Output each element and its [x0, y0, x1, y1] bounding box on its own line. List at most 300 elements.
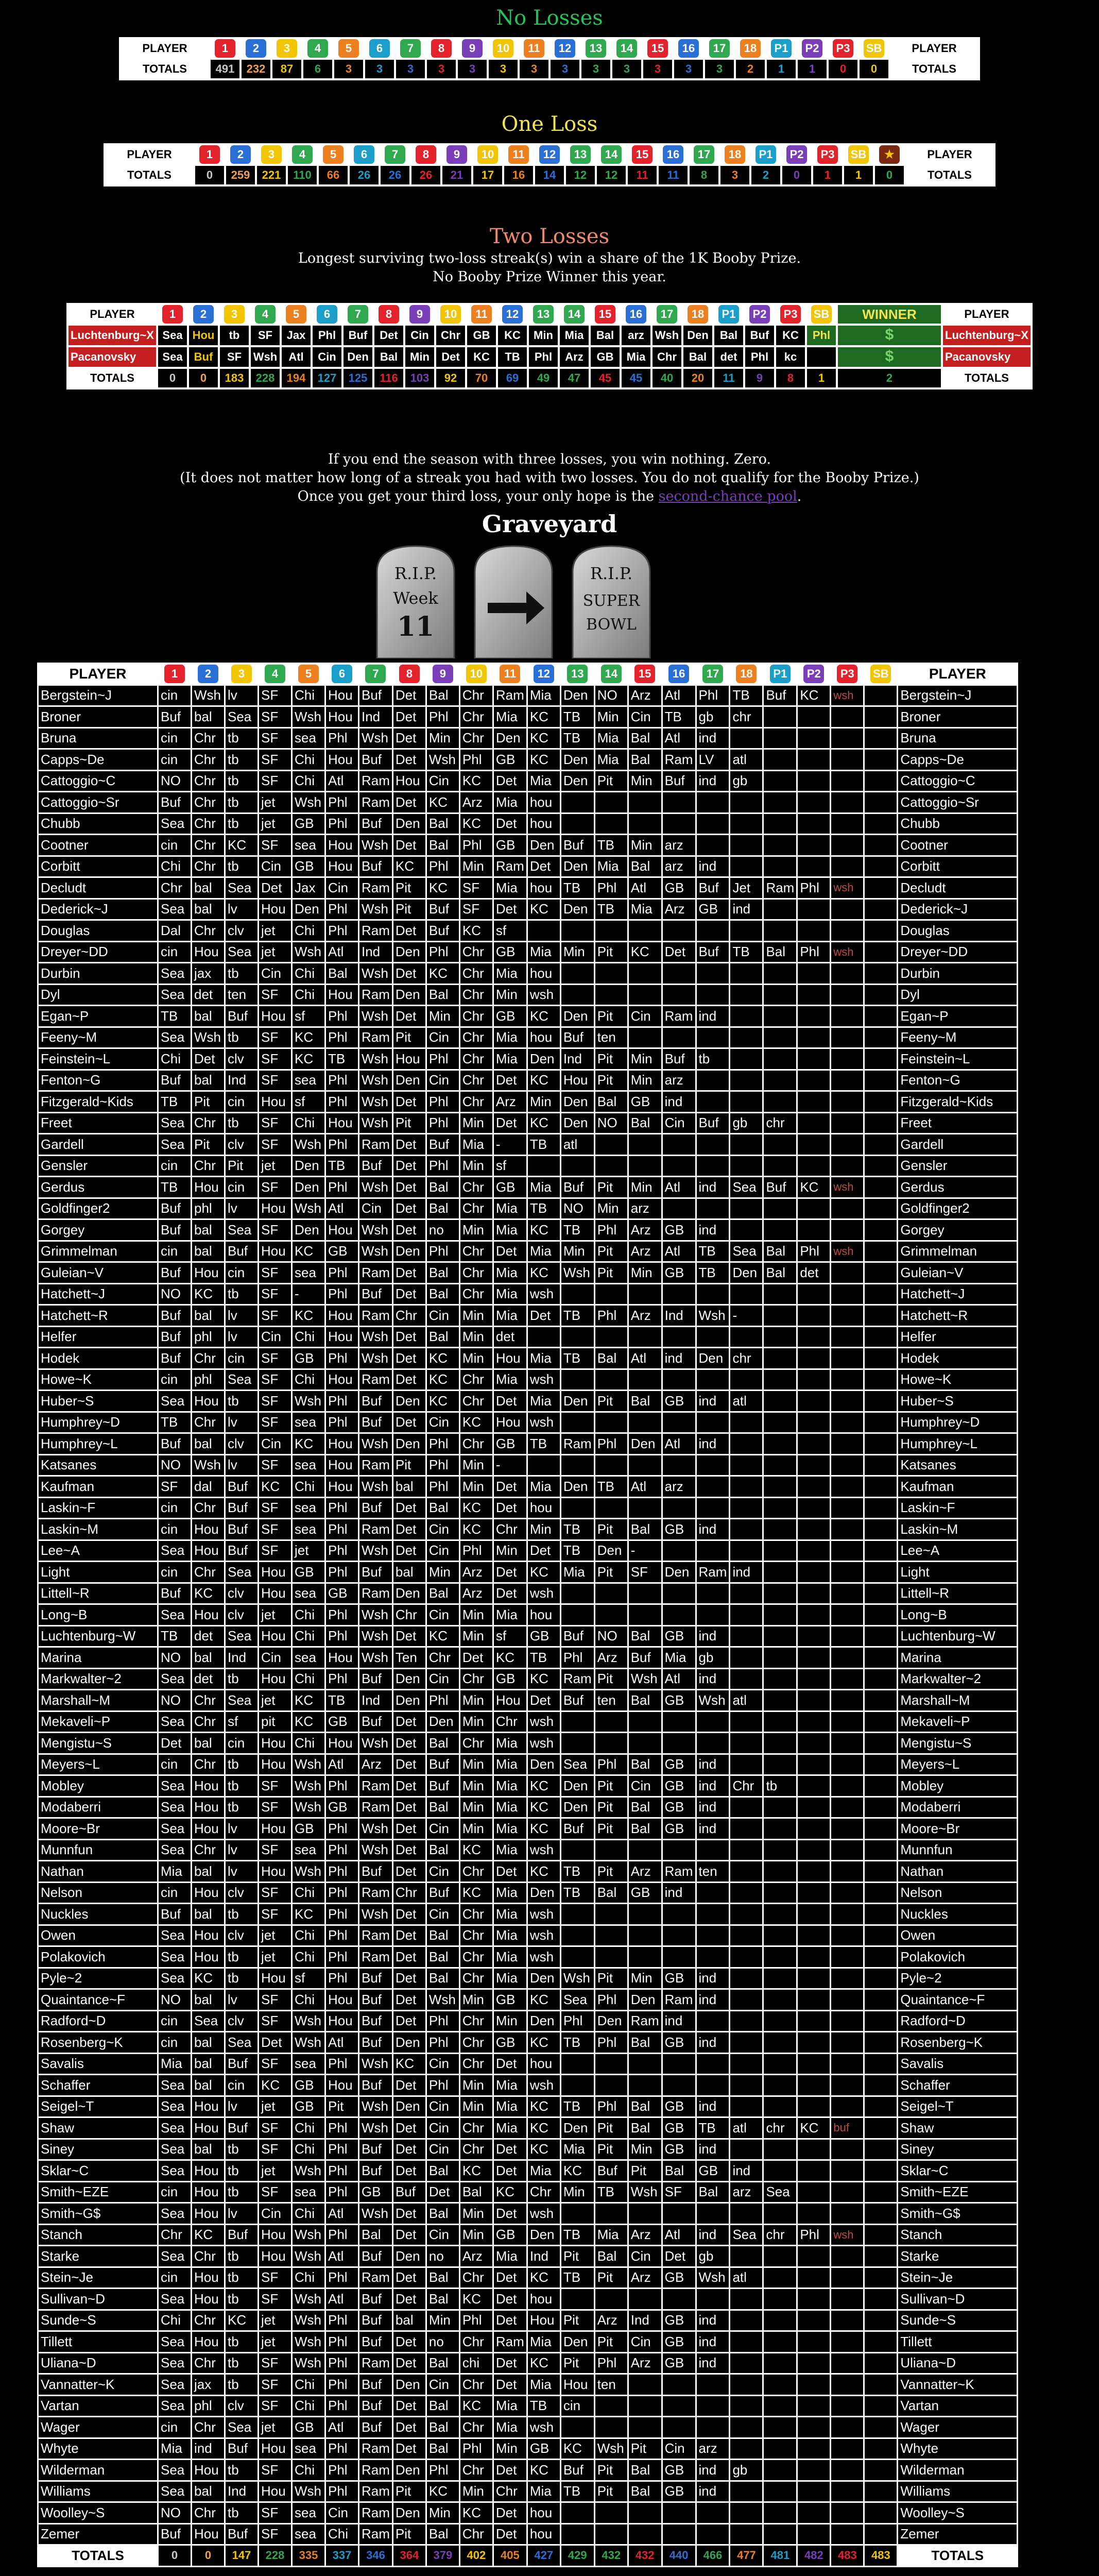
- pick-cell: Phl: [326, 728, 358, 749]
- pick-cell: bal: [192, 1648, 224, 1668]
- pick-cell: [865, 1990, 897, 2010]
- pick-cell: Chr: [192, 1690, 224, 1710]
- pick-cell: [697, 1477, 729, 1497]
- pick-cell: cin: [159, 728, 191, 749]
- player-name-right: Mekaveli~P: [898, 1712, 1017, 1732]
- pick-cell: Min: [460, 1990, 492, 2010]
- pick-cell: Wsh: [629, 1669, 661, 1689]
- pick-cell: KC: [494, 2182, 526, 2202]
- player-name-right: Nathan: [898, 1861, 1017, 1882]
- pick-cell: TB: [561, 2032, 594, 2053]
- pick-cell: [831, 963, 863, 984]
- pick-cell: Den: [561, 857, 594, 877]
- pick-cell: Phl: [326, 1819, 358, 1839]
- pick-cell: [831, 2375, 863, 2395]
- pick-cell: Mia: [494, 1904, 526, 1924]
- pick-cell: tb: [226, 1669, 257, 1689]
- pick-cell: Mia: [528, 1242, 560, 1262]
- total-value: 482: [798, 2546, 830, 2566]
- total-value: 481: [764, 2546, 796, 2566]
- player-name-right: Huber~S: [898, 1391, 1017, 1411]
- graveyard-row: [39, 1113, 1017, 1133]
- pick-cell: [730, 1712, 762, 1732]
- pick-cell: KC: [528, 2353, 560, 2374]
- pick-cell: [697, 1947, 729, 1967]
- pick-cell: TB: [326, 1049, 358, 1069]
- pick-cell: Sea: [159, 1134, 191, 1155]
- pick-cell: TB: [561, 707, 594, 727]
- pick-cell: atl: [730, 2268, 762, 2288]
- pick-cell: gb: [730, 1113, 762, 1133]
- player-name: Bergstein~J: [39, 686, 157, 706]
- pick-cell: KC: [528, 1669, 560, 1689]
- streak-note: (It does not matter how long of a streak you had with two losses. You do not qualify for the Booby Prize.): [180, 470, 919, 486]
- pick-cell: Chr: [192, 1840, 224, 1860]
- pick-cell: [697, 1199, 729, 1219]
- pick-cell: [865, 963, 897, 984]
- pick-cell: Buf: [226, 2524, 257, 2545]
- pick-cell: [697, 1840, 729, 1860]
- pick-cell: Phl: [326, 2182, 358, 2202]
- pick-cell: [697, 2011, 729, 2031]
- pick-cell: wsh: [831, 2225, 863, 2245]
- pick-cell: [764, 1819, 796, 1839]
- pick-cell: Mia: [494, 2118, 526, 2138]
- pick-cell: [831, 900, 863, 920]
- pick-cell: arz: [663, 1477, 695, 1497]
- pick-cell: buf: [831, 2118, 863, 2138]
- pick-cell: hou: [528, 2524, 560, 2545]
- pick-cell: Phl: [798, 2225, 830, 2245]
- pick-cell: [831, 2417, 863, 2437]
- pick-cell: Bal: [427, 2396, 459, 2416]
- second-chance-link[interactable]: second-chance pool: [658, 488, 797, 504]
- pick-cell: Mia: [494, 1947, 526, 1967]
- pick-cell: TB: [595, 835, 627, 855]
- pick-cell: lv: [226, 1199, 257, 1219]
- pick-cell: clv: [226, 1434, 257, 1454]
- week-header-18: [683, 305, 712, 324]
- pick-cell: Det: [393, 921, 425, 941]
- graveyard-row: [39, 2353, 1017, 2374]
- pick-cell: Chi: [293, 2396, 324, 2416]
- player-name-right: Feeny~M: [898, 1028, 1017, 1048]
- pick-cell: Arz: [460, 792, 492, 812]
- pick-cell: Det: [393, 1413, 425, 1433]
- week-badge: 5: [323, 145, 344, 164]
- player-name: Hodek: [39, 1348, 157, 1368]
- pick-cell: [595, 2289, 627, 2309]
- pick-cell: [865, 1819, 897, 1839]
- pick-cell: [764, 835, 796, 855]
- pick-cell: Phl: [326, 2225, 358, 2245]
- pick-cell: [764, 1861, 796, 1882]
- pick-cell: Chr: [494, 2482, 526, 2502]
- dollar-icon: $: [838, 347, 941, 367]
- pick-cell: [697, 1712, 729, 1732]
- pick-cell: [697, 1455, 729, 1476]
- pick-cell: [730, 792, 762, 812]
- pick-cell: Chr: [436, 326, 465, 345]
- total-value: 405: [494, 2546, 526, 2566]
- pick-cell: no: [427, 2246, 459, 2266]
- pick-cell: tb: [226, 2140, 257, 2160]
- week-header-15: [628, 145, 657, 164]
- pick-cell: [595, 2204, 627, 2224]
- player-name: Modaberri: [39, 1798, 157, 1818]
- pick-cell: Phl: [798, 1242, 830, 1262]
- pick-cell: TB: [561, 1519, 594, 1539]
- pick-cell: bal: [192, 1434, 224, 1454]
- pick-cell: Bal: [595, 2246, 627, 2266]
- player-name: Laskin~F: [39, 1498, 157, 1518]
- pick-cell: wsh: [528, 1904, 560, 1924]
- pick-cell: tb: [697, 1049, 729, 1069]
- pick-cell: Cin: [405, 326, 434, 345]
- pick-cell: Det: [374, 326, 403, 345]
- pick-cell: SF: [259, 750, 291, 770]
- pick-cell: Pit: [393, 2482, 425, 2502]
- pick-cell: Den: [293, 1220, 324, 1240]
- pick-cell: arz: [663, 857, 695, 877]
- pick-cell: Wsh: [359, 2054, 392, 2074]
- pick-cell: SF: [259, 1049, 291, 1069]
- graveyard-row: [39, 2075, 1017, 2095]
- pick-cell: Sea: [561, 1990, 594, 2010]
- pick-cell: Phl: [326, 1904, 358, 1924]
- pick-cell: [865, 1071, 897, 1091]
- pick-cell: Det: [494, 2503, 526, 2523]
- graveyard-row: [39, 1733, 1017, 1753]
- pick-cell: Det: [528, 857, 560, 877]
- pick-cell: SF: [259, 2460, 291, 2480]
- pick-cell: Wsh: [359, 1605, 392, 1625]
- player-name: Helfer: [39, 1327, 157, 1347]
- pick-cell: Min: [460, 1755, 492, 1775]
- pick-cell: [730, 1819, 762, 1839]
- week-badge: 10: [493, 39, 513, 58]
- pick-cell: Det: [393, 1733, 425, 1753]
- pick-cell: tb: [226, 2268, 257, 2288]
- graveyard-row: [39, 1690, 1017, 1710]
- pick-cell: Buf: [226, 2225, 257, 2245]
- pick-cell: Sea: [159, 2097, 191, 2117]
- pick-cell: [561, 1584, 594, 1604]
- pick-cell: Cin: [427, 2118, 459, 2138]
- week-badge: 9: [409, 305, 430, 324]
- pick-cell: [865, 1006, 897, 1026]
- pick-cell: [798, 1712, 830, 1732]
- pick-cell: SF: [259, 1370, 291, 1390]
- pick-cell: Hou: [326, 835, 358, 855]
- pick-cell: Buf: [226, 1242, 257, 1262]
- pick-cell: KC: [460, 921, 492, 941]
- pick-cell: Phl: [326, 1969, 358, 1989]
- pick-cell: Mia: [595, 2225, 627, 2245]
- pick-cell: Cin: [326, 2503, 358, 2523]
- pick-cell: Wsh: [359, 835, 392, 855]
- stone1-line2: Week: [393, 588, 438, 608]
- pick-cell: tb: [764, 1776, 796, 1796]
- pick-cell: [663, 1028, 695, 1048]
- player-name-right: Moore~Br: [898, 1819, 1017, 1839]
- pick-cell: Phl: [326, 1284, 358, 1304]
- pick-cell: Hou: [326, 1113, 358, 1133]
- pick-cell: Chr: [460, 1263, 492, 1283]
- pick-cell: [595, 1947, 627, 1967]
- total-value: 147: [226, 2546, 257, 2566]
- pick-cell: Det: [393, 2204, 425, 2224]
- total-value: 432: [629, 2546, 661, 2566]
- pick-cell: Buf: [159, 1904, 191, 1924]
- pick-cell: KC: [460, 2503, 492, 2523]
- pick-cell: Ram: [359, 1584, 392, 1604]
- pick-cell: Buf: [159, 1263, 191, 1283]
- pick-cell: [865, 942, 897, 962]
- pick-cell: KC: [427, 1348, 459, 1368]
- pick-cell: KC: [494, 1648, 526, 1668]
- pick-cell: Det: [494, 2268, 526, 2288]
- pick-cell: Chi: [293, 2140, 324, 2160]
- pick-cell: Sea: [159, 1947, 191, 1967]
- pick-cell: atl: [561, 1134, 594, 1155]
- week-badge: 12: [534, 665, 554, 683]
- pick-cell: ind: [697, 1990, 729, 2010]
- pick-cell: [831, 2503, 863, 2523]
- pick-cell: Phl: [427, 1477, 459, 1497]
- pick-cell: [764, 1134, 796, 1155]
- pick-cell: phl: [192, 2396, 224, 2416]
- pick-cell: Mia: [494, 1049, 526, 1069]
- pick-cell: Phl: [561, 1648, 594, 1668]
- pick-cell: Phl: [313, 326, 341, 345]
- player-name-right: Munnfun: [898, 1840, 1017, 1860]
- pick-cell: Det: [494, 814, 526, 834]
- pick-cell: Wsh: [192, 1455, 224, 1476]
- pick-cell: jet: [259, 2417, 291, 2437]
- pick-cell: Phl: [326, 921, 358, 941]
- pick-cell: Sea: [159, 1969, 191, 1989]
- pick-cell: Det: [393, 2140, 425, 2160]
- pick-cell: KC: [460, 1498, 492, 1518]
- pick-cell: Chi: [159, 2311, 191, 2331]
- pick-cell: Jax: [282, 326, 311, 345]
- pick-cell: sf: [494, 1626, 526, 1647]
- pick-cell: -: [293, 1284, 324, 1304]
- week-badge: P2: [802, 39, 822, 58]
- week-badge: 3: [231, 665, 252, 683]
- pick-cell: Bal: [427, 1327, 459, 1347]
- pick-cell: [798, 2182, 830, 2202]
- week-badge: 6: [317, 305, 337, 324]
- pick-cell: Cin: [427, 771, 459, 791]
- pick-cell: [730, 1006, 762, 1026]
- pick-cell: Hou: [192, 942, 224, 962]
- week-badge: 17: [694, 145, 714, 164]
- pick-cell: Wsh: [359, 2118, 392, 2138]
- total-value: 2: [751, 166, 780, 184]
- pick-cell: Mia: [494, 1776, 526, 1796]
- pick-cell: tb: [226, 771, 257, 791]
- pick-cell: [730, 1904, 762, 1924]
- pick-cell: [697, 2204, 729, 2224]
- pick-cell: Chr: [460, 2140, 492, 2160]
- player-name: Dederick~J: [39, 900, 157, 920]
- pick-cell: SF: [259, 2182, 291, 2202]
- pick-cell: Phl: [326, 1562, 358, 1582]
- player-name: Smith~EZE: [39, 2182, 157, 2202]
- pick-cell: Den: [561, 1113, 594, 1133]
- player-name: Cattoggio~C: [39, 771, 157, 791]
- pick-cell: [865, 1840, 897, 1860]
- pick-cell: Ram: [561, 1434, 594, 1454]
- pick-cell: [764, 1006, 796, 1026]
- week-header-18: [720, 145, 749, 164]
- pick-cell: Chr: [460, 1049, 492, 1069]
- pick-cell: [865, 2182, 897, 2202]
- pick-cell: Buf: [663, 1049, 695, 1069]
- pick-cell: Chr: [494, 1519, 526, 1539]
- pick-cell: Min: [460, 1306, 492, 1326]
- pick-cell: Buf: [359, 686, 392, 706]
- total-value: 183: [220, 369, 249, 387]
- pick-cell: SF: [259, 1541, 291, 1561]
- pick-cell: KC: [467, 347, 496, 367]
- pick-cell: cin: [159, 835, 191, 855]
- pick-cell: Hou: [192, 1883, 224, 1903]
- pick-cell: TB: [595, 1477, 627, 1497]
- pick-cell: Mia: [528, 2332, 560, 2352]
- pick-cell: [865, 1306, 897, 1326]
- pick-cell: wsh: [831, 942, 863, 962]
- pick-cell: Cin: [259, 1327, 291, 1347]
- pick-cell: Hou: [192, 2460, 224, 2480]
- pick-cell: cin: [159, 1242, 191, 1262]
- pick-cell: det: [798, 1263, 830, 1283]
- week-header-15: [643, 39, 672, 58]
- pick-cell: dal: [192, 1477, 224, 1497]
- pick-cell: [764, 2140, 796, 2160]
- pick-cell: [865, 1904, 897, 1924]
- pick-cell: [764, 1626, 796, 1647]
- pick-cell: SF: [259, 1177, 291, 1197]
- pick-cell: Den: [393, 2460, 425, 2480]
- pick-cell: [697, 1071, 729, 1091]
- pick-cell: [798, 1798, 830, 1818]
- pick-cell: Wsh: [359, 1819, 392, 1839]
- total-value: 429: [561, 2546, 594, 2566]
- pick-cell: Mia: [528, 686, 560, 706]
- pick-cell: Bal: [427, 2524, 459, 2545]
- player-name: Guleian~V: [39, 1263, 157, 1283]
- total-value: 70: [467, 369, 496, 387]
- pick-cell: ind: [697, 1755, 729, 1775]
- player-name: Schaffer: [39, 2075, 157, 2095]
- pick-cell: Pit: [226, 1156, 257, 1176]
- pick-cell: Arz: [494, 1092, 526, 1112]
- total-value: 0: [189, 369, 218, 387]
- pick-cell: KC: [798, 686, 830, 706]
- pick-cell: Min: [460, 1455, 492, 1476]
- week-badge: 5: [298, 665, 319, 683]
- pick-cell: [865, 857, 897, 877]
- pick-cell: Sea: [159, 2353, 191, 2374]
- pick-cell: Buf: [359, 1562, 392, 1582]
- pick-cell: Bal: [427, 1947, 459, 1967]
- pick-cell: Arz: [629, 2225, 661, 2245]
- pick-cell: Sea: [159, 1840, 191, 1860]
- pick-cell: Mia: [561, 1562, 594, 1582]
- pick-cell: SF: [259, 1284, 291, 1304]
- pick-cell: Det: [393, 1006, 425, 1026]
- graveyard-row: [39, 1455, 1017, 1476]
- pick-cell: TB: [561, 1541, 594, 1561]
- pick-cell: Pit: [595, 1776, 627, 1796]
- pick-cell: [663, 792, 695, 812]
- week-header-p2: [745, 305, 774, 324]
- pick-cell: [730, 1733, 762, 1753]
- pick-cell: Chr: [460, 1669, 492, 1689]
- pick-cell: [798, 1006, 830, 1026]
- player-name: Kaufman: [39, 1477, 157, 1497]
- pick-cell: [764, 1690, 796, 1710]
- pick-cell: ind: [192, 2439, 224, 2459]
- pick-cell: [831, 2054, 863, 2074]
- total-value: 8: [690, 166, 718, 184]
- pick-cell: SF: [259, 1391, 291, 1411]
- week-header-p3: [776, 305, 805, 324]
- pick-cell: phl: [192, 1199, 224, 1219]
- pick-cell: Chr: [460, 1006, 492, 1026]
- pick-cell: [697, 2524, 729, 2545]
- pick-cell: Pit: [595, 1177, 627, 1197]
- graveyard-row: [39, 1926, 1017, 1946]
- pick-cell: Den: [561, 1776, 594, 1796]
- pick-cell: Mia: [494, 1306, 526, 1326]
- pick-cell: [697, 921, 729, 941]
- pick-cell: wsh: [528, 1284, 560, 1304]
- week-header-9: [427, 664, 459, 684]
- pick-cell: bal: [393, 2311, 425, 2331]
- player-name-right: Tillett: [898, 2332, 1017, 2352]
- player-name: Feinstein~L: [39, 1049, 157, 1069]
- pick-cell: -: [494, 1134, 526, 1155]
- week-header-10: [489, 39, 518, 58]
- graveyard-row: [39, 1584, 1017, 1604]
- pick-cell: Wsh: [427, 1990, 459, 2010]
- pick-cell: [831, 1819, 863, 1839]
- pick-cell: Buf: [226, 2054, 257, 2074]
- pick-cell: GB: [293, 857, 324, 877]
- pick-cell: [798, 2075, 830, 2095]
- pick-cell: KC: [460, 1883, 492, 1903]
- pick-cell: SF: [259, 1498, 291, 1518]
- pick-cell: [629, 1156, 661, 1176]
- pick-cell: Cin: [629, 2332, 661, 2352]
- pick-cell: Den: [528, 2011, 560, 2031]
- pick-cell: [697, 985, 729, 1005]
- pick-cell: Bal: [595, 1092, 627, 1112]
- graveyard-row: [39, 1028, 1017, 1048]
- pick-cell: [865, 2268, 897, 2288]
- pick-cell: [798, 1327, 830, 1347]
- pick-cell: [663, 1284, 695, 1304]
- pick-cell: cin: [159, 1156, 191, 1176]
- graveyard-row: [39, 1904, 1017, 1924]
- pick-cell: Chr: [192, 2417, 224, 2437]
- pick-cell: Hou: [259, 1969, 291, 1989]
- pick-cell: Chr: [192, 1113, 224, 1133]
